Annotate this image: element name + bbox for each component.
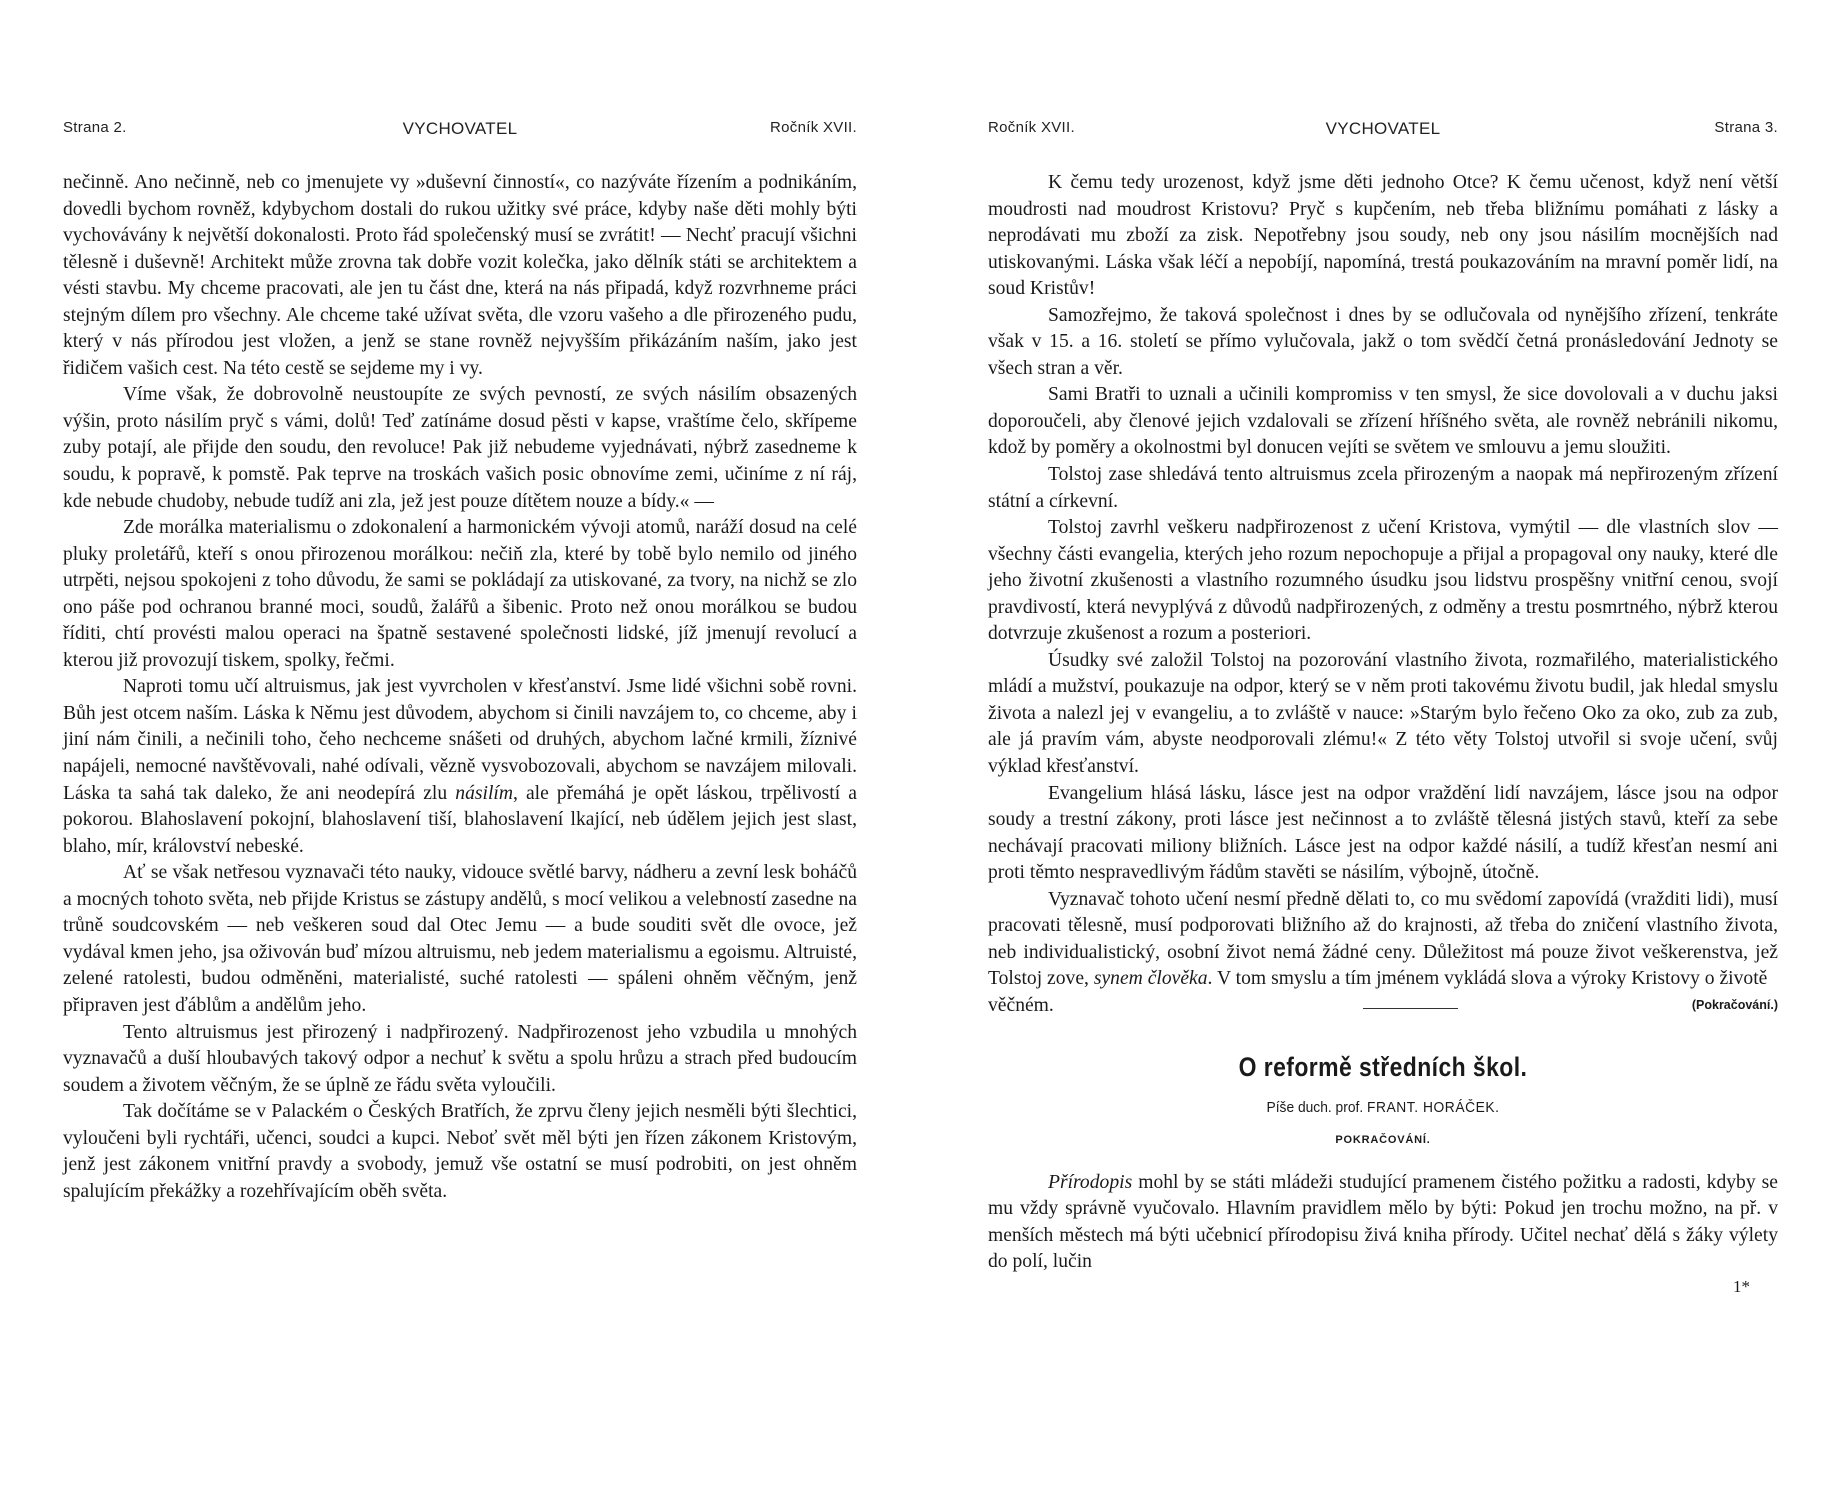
paragraph: nečinně. Ano nečinně, neb co jmenujete vy »duševní činností«, co nazýváte řízením a podnikáním, dovedli bychom rovněž, kdybychom dostali do rukou užitky své práce, kdyby naše děti mohly býti vychovávány k největší dokonalosti. Proto řád společenský musí se zvrátit! — Nechť pracují všichni tělesně i duševně! Architekt může zrovna tak dobře vozit kolečka, jako dělník státi se architektem a vésti stavbu. My chceme pracovati, ale jen tu část dne, která na nás připadá, když rozvrhneme práci stejným dílem pro všechny. Ale chceme také užívat světa, dle vzoru vašeho a dle přirozeného pudu, který v nás přírodou jest vložen, a jenž se stane rovněž nejvyšším přikázáním naším, jako jest řidičem vašich cest. Na této cestě se sejdeme my i vy.: [63, 172, 857, 379]
right-page: [918, 0, 1836, 1500]
page-header: [988, 119, 1778, 141]
article-title: O reformě středních škol.: [1238, 1051, 1528, 1082]
paragraph-end: věčném.: [988, 994, 1054, 1016]
article-subhead: POKRAČOVÁNÍ.: [1335, 1133, 1431, 1146]
paragraph: K čemu tedy urozenost, když jsme děti jednoho Otce? K čemu učenost, když není větší moudrosti nad moudrost Kristovu? Pryč s kupčením, neb třeba bližnímu pomáhati z lásky a neprodávati mu zboží za zisk. Nepotřebny jsou soudy, neb ony jsou násilím mocnějších nad utiskovanými. Láska však léčí a nepobíjí, napomíná, trestá poukazováním na mravní poměr lidí, na soud Kristův!: [988, 172, 1778, 300]
journal-title: VYCHOVATEL: [402, 119, 518, 138]
paragraph: Tento altruismus jest přirozený i nadpřirozený. Nadpřirozenost jeho vzbudila u mnohých vyznavačů a duší hloubavých takový odpor a nechuť k světu a spolu hrůzu a strach před budoucím soudem a životem věčným, že se úplně ze řádu světa vyloučili.: [63, 1021, 857, 1096]
volume-label: Ročník XVII.: [988, 119, 1075, 136]
paragraph: Ať se však netřesou vyznavači této nauky, vidouce světlé barvy, nádheru a zevní lesk boháčů a mocných tohoto světa, neb přijde Kristus se zástupy andělů, s mocí velikou a velebností zasedne na trůně soudcovském — neb veškeren soud dal Otec Jemu — a bude souditi svět dle ovoce, jež vydával kmen jeho, jsa oživován buď mízou altruismu, neb jedem materialismu a egoismu. Altruisté, zelené ratolesti, budou odměněni, materialisté, suché ratolesti — spáleni ohněm věčným, jenž připraven jest ďáblům a andělům jeho.: [63, 862, 857, 1016]
signature-mark: 1*: [1733, 1276, 1750, 1296]
separator-rule: [1363, 1008, 1458, 1009]
paragraph: Zde morálka materialismu o zdokonalení a harmonickém vývoji atomů, naráží dosud na celé pluky proletářů, kteří s onou přirozenou morálkou: nečiň zla, které by tobě bylo nemilo od jiného utrpěti, nejsou spokojeni z toho důvodu, že sami se pokládají za utiskované, za tvory, na nichž se zlo ono páše pod ochranou branné moci, soudů, žalářů a šibenic. Proto než onou morálkou se budou říditi, chtí provésti malou operaci na špatně sestavené společnosti lidské, jíž jmenují revolucí a kterou již provozují tiskem, spolky, řečmi.: [63, 517, 857, 671]
paragraph: Tak dočítáme se v Palackém o Českých Bratřích, že zprvu členy jejich nesměli býti šlechtici, vyloučeni byli rychtáři, učenci, soudci a kupci. Neboť svět měl býti jen řízen zákonem Kristovým, jenž jest zákonem vnitřní pravdy a svobody, jemuž vše ostatní se musí podrobiti, on jest ohněm spalujícím překážky a rozehřívajícím oběh světa.: [63, 1101, 857, 1202]
left-column-text: [63, 170, 857, 1205]
paragraph: Samozřejmo, že taková společnost i dnes by se odlučovala od nynějšího zřízení, tenkráte však v 15. a 16. století se přímo vylučovala, jakž o tom svědčí četná pronásledování Jednoty se všech stran a věr.: [988, 304, 1778, 379]
paragraph: Sami Bratři to uznali a učinili kompromiss v ten smysl, že sice dovolovali a v duchu jaksi doporoučeli, aby členové jejich vzdalovali se zřízení hříšného světa, ale rovněž nebránili nikomu, kdož by poměry a okolnostmi byl donucen vejíti se světem ve smlouvu a jemu sloužiti.: [988, 384, 1778, 459]
paragraph-part: mohl by se státi mládeži studující pramenem čistého požitku a radosti, kdyby se mu vždy správně vyučovalo. Hlavním pravidlem mělo by býti: Pokud jen trochu možno, na př. v menších městech má býti učebnicí přírodopisu živá kniha přírody. Učitel nechať dělá s žáky výlety do polí, lučin: [988, 1171, 1778, 1273]
paragraph: [63, 674, 857, 860]
page-header: [63, 119, 857, 141]
page-number: Strana 3.: [1714, 119, 1778, 136]
page-number: Strana 2.: [63, 119, 127, 136]
emphasis: násilím: [455, 782, 513, 804]
paragraph-part: Naproti tomu učí altruismus, jak jest vyvrcholen v křesťanství. Jsme lidé všichni sobě rovni. Bůh jest otcem naším. Láska k Němu jest důvodem, abychom si činili navzájem to, co chceme, aby i jiní nám činili, a nečinili toho, čeho nechceme snášeti od druhých, abychom lačné krmili, žíznivé napájeli, nemocné navštěvovali, nahé odívali, vězně vysvobozovali, abychom se navzájem milovali. Láska ta sahá tak daleko, že ani neodepírá zlu: [63, 676, 857, 804]
emphasis: Přírodopis: [1048, 1171, 1133, 1193]
paragraph-part: Vyznavač tohoto učení nesmí předně dělati to, co mu svědomí zapovídá (vražditi lidi), musí pracovati tělesně, musí podporovati bližního až do krajnosti, až třeba do zničení vlastního života, neb individualistický, osobní život nemá žádné ceny. Důležitost má pouze život veškerenstva, jež Tolstoj zove,: [988, 888, 1778, 990]
paragraph-part: , ale přemáhá je opět láskou, trpělivostí a pokorou. Blahoslavení pokojní, blahoslavení tiší, blahoslavení lkající, neb údělem jejich jest slast, blaho, mír, království nebeské.: [63, 782, 857, 857]
journal-title: VYCHOVATEL: [1325, 119, 1441, 138]
right-column-text: [988, 170, 1778, 1298]
paragraph-part: . V tom smyslu a tím jménem vykládá slova a výroky Kristovy o životě: [1207, 968, 1768, 990]
paragraph: [988, 887, 1778, 993]
byline-prefix: Píše duch. prof.: [1266, 1098, 1364, 1116]
continued-note: (Pokračování.): [1691, 997, 1778, 1012]
volume-label: Ročník XVII.: [770, 119, 857, 136]
paragraph: Evangelium hlásá lásku, lásce jest na odpor vraždění lidí navzájem, lásce jsou na odpor soudy a trestní zákony, proti lásce jest nečinnost a to zvláště tělesná jistých stavů, kteří za sebe nechávají pracovati miliony bližních. Lásce jest na odpor každé násilí, a tudíž křesťan nesmí ani proti těmto nespravedlivým řádům stavěti se násilím, výbojně, útočně.: [988, 782, 1778, 884]
paragraph: Úsudky své založil Tolstoj na pozorování vlastního života, rozmařilého, materialistického mládí a mužství, poukazuje na odpor, který se v něm proti takovému životu budil, jak hledal smyslu života a nalezl jej v evangeliu, a to zvláště v nauce: »Starým bylo řečeno Oko za oko, zub za zub, ale já pravím vám, abyste neodporovali zlému!« Z této věty Tolstoj utvořil si svoje učení, svůj výklad křesťanství.: [988, 649, 1778, 778]
paragraph: Tolstoj zavrhl veškeru nadpřirozenost z učení Kristova, vymýtil — dle vlastních slov — všechny části evangelia, kterých jeho rozum nepochopuje a přijal a propagoval ony nauky, které dle jeho životní zkušenosti a vlastního rozumného úsudku jsou lidstvu prospěšny vnitřní cenou, svojí pravdivostí, která nevyplývá z důvodů nadpřirozených, z odměny a trestu posmrtného, nýbrž kterou dotvrzuje zkušenost a rozum a posteriori.: [988, 517, 1778, 645]
paragraph: Tolstoj zase shledává tento altruismus zcela přirozeným a naopak má nepřirozeným zřízení státní a církevní.: [988, 464, 1778, 512]
byline: [1020, 1098, 1747, 1118]
paragraph: [988, 1170, 1778, 1276]
emphasis: synem člověka: [1093, 968, 1208, 990]
paragraph: Víme však, že dobrovolně neustoupíte ze svých pevností, ze svých násilím obsazených výšin, proto násilím pryč s vámi, dolů! Teď zatínáme dosud pěsti v kapse, vraštíme čelo, skřípeme zuby potají, ale přijde den soudu, den revoluce! Pak již nebudeme vyjednávati, nýbrž zasedneme k soudu, k popravě, k pomstě. Pak teprve na troskách vašich posic obnovíme zemi, učiníme z ní ráj, kde nebude chudoby, nebude tudíž ani zla, jež jest pouze dítětem nouze a bídy.« —: [63, 384, 857, 512]
article-end-row: [988, 993, 1778, 1020]
author-name: FRANT. HORÁČEK.: [1367, 1098, 1500, 1116]
